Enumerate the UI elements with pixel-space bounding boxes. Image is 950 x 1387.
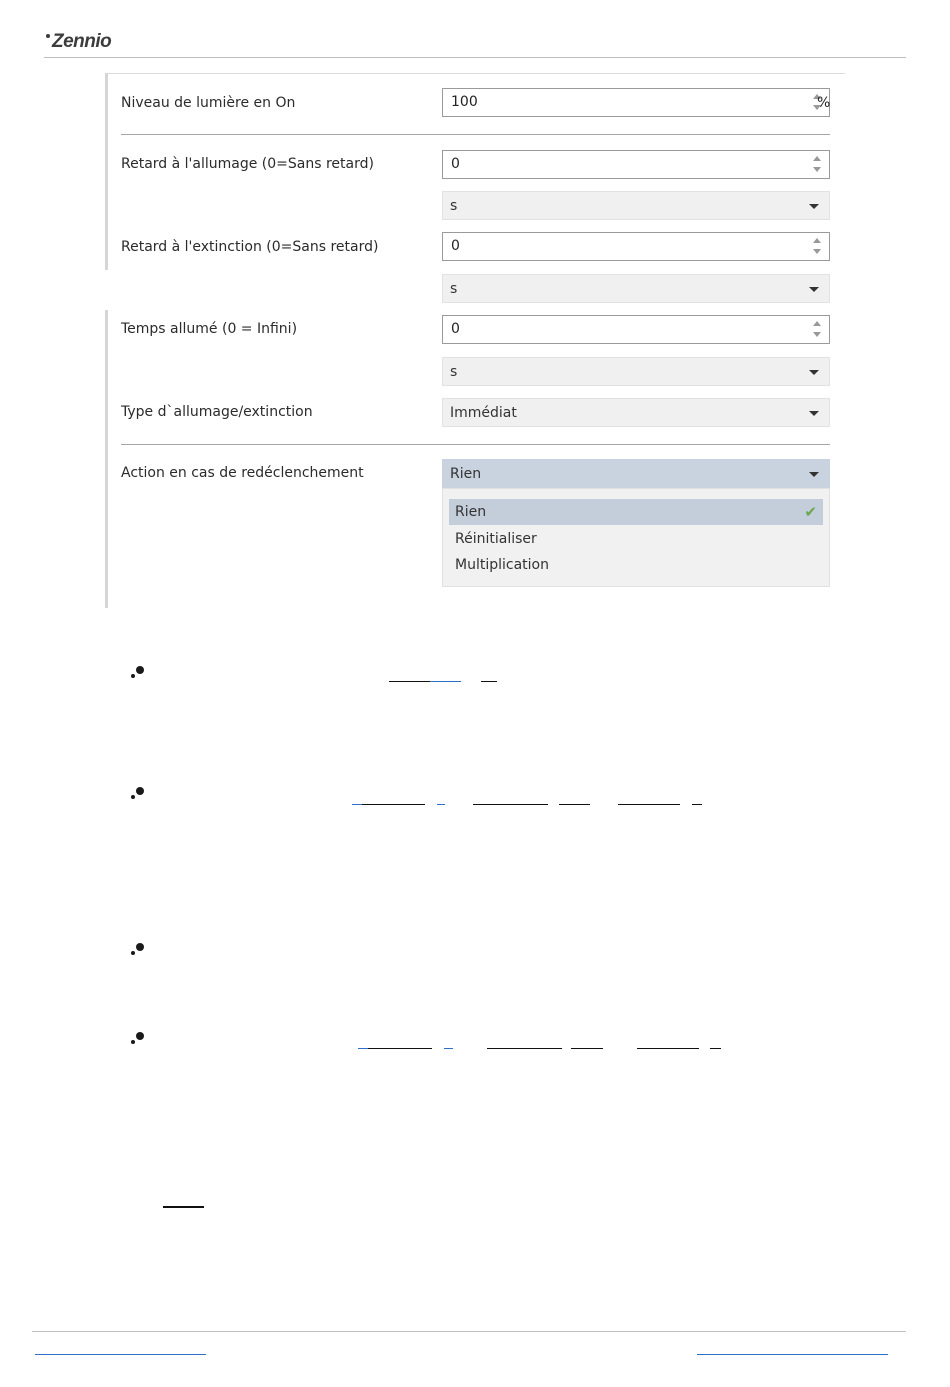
link-underline[interactable]	[358, 1048, 368, 1049]
dropdown-option[interactable]	[449, 526, 823, 552]
dropdown-option[interactable]	[449, 499, 823, 525]
footer-link-left[interactable]	[35, 1354, 206, 1355]
header-divider	[44, 57, 906, 58]
on-delay-unit-value: s	[450, 198, 458, 214]
link-underline[interactable]	[481, 681, 497, 682]
panel-left-bar	[105, 73, 108, 270]
spinner-up-icon[interactable]	[813, 156, 821, 161]
dropdown-option[interactable]	[449, 552, 823, 578]
caret-down-icon	[809, 472, 819, 477]
footer-divider	[32, 1331, 906, 1332]
on-time-spinner[interactable]	[442, 315, 830, 344]
footer-link-right[interactable]	[697, 1354, 888, 1355]
bullet-icon	[131, 787, 145, 801]
link-underline[interactable]	[352, 804, 362, 805]
retrigger-dropdown	[442, 488, 830, 587]
light-level-unit: %	[817, 95, 831, 111]
link-underline[interactable]	[710, 1048, 721, 1049]
spinner-arrows-icon[interactable]	[813, 318, 823, 340]
on-delay-spinner[interactable]	[442, 150, 830, 179]
panel-left-bar	[105, 310, 108, 608]
link-underline[interactable]	[487, 1048, 562, 1049]
spinner-arrows-icon[interactable]	[813, 235, 823, 257]
logo-dot-icon	[46, 34, 50, 38]
on-time-unit-value: s	[450, 364, 458, 380]
caret-down-icon	[809, 204, 819, 209]
on-delay-unit-select[interactable]	[442, 191, 830, 220]
link-underline[interactable]	[618, 804, 680, 805]
dropdown-option-label: Rien	[455, 504, 487, 520]
dropdown-option-label: Multiplication	[455, 557, 549, 573]
link-underline[interactable]	[430, 681, 461, 682]
spinner-down-icon[interactable]	[813, 167, 821, 172]
spinner-arrows-icon[interactable]	[813, 153, 823, 175]
link-underline[interactable]	[571, 1048, 603, 1049]
light-level-value: 100	[451, 94, 478, 110]
link-underline[interactable]	[692, 804, 702, 805]
link-underline[interactable]	[389, 681, 430, 682]
bullet-icon	[131, 1032, 145, 1046]
section-separator	[121, 134, 830, 135]
retrigger-value: Rien	[450, 466, 482, 482]
heading-underline	[163, 1206, 204, 1208]
caret-down-icon	[809, 287, 819, 292]
zennio-logo	[46, 31, 111, 53]
switch-type-value: Immédiat	[450, 405, 517, 421]
spinner-up-icon[interactable]	[813, 238, 821, 243]
check-icon: ✔	[804, 503, 817, 521]
link-underline[interactable]	[368, 1048, 432, 1049]
switch-type-label: Type d`allumage/extinction	[121, 404, 313, 420]
spinner-down-icon[interactable]	[813, 332, 821, 337]
section-separator	[121, 444, 830, 445]
spinner-up-icon[interactable]	[813, 321, 821, 326]
retrigger-label: Action en cas de redéclenchement	[121, 465, 364, 481]
on-delay-value: 0	[451, 156, 460, 172]
panel-top-border	[107, 73, 845, 74]
parameter-panel	[105, 73, 845, 608]
link-underline[interactable]	[437, 804, 445, 805]
off-delay-value: 0	[451, 238, 460, 254]
on-delay-label: Retard à l'allumage (0=Sans retard)	[121, 156, 374, 172]
dropdown-option-label: Réinitialiser	[455, 531, 537, 547]
spinner-down-icon[interactable]	[813, 249, 821, 254]
caret-down-icon	[809, 411, 819, 416]
caret-down-icon	[809, 370, 819, 375]
light-level-label: Niveau de lumière en On	[121, 95, 296, 111]
link-underline[interactable]	[444, 1048, 453, 1049]
off-delay-spinner[interactable]	[442, 232, 830, 261]
switch-type-select[interactable]	[442, 398, 830, 427]
link-underline[interactable]	[362, 804, 425, 805]
bullet-icon	[131, 666, 145, 680]
off-delay-unit-select[interactable]	[442, 274, 830, 303]
retrigger-select[interactable]	[442, 459, 830, 488]
link-underline[interactable]	[473, 804, 548, 805]
brand-name: Zennio	[52, 31, 112, 52]
on-time-unit-select[interactable]	[442, 357, 830, 386]
link-underline[interactable]	[637, 1048, 699, 1049]
off-delay-unit-value: s	[450, 281, 458, 297]
on-time-label: Temps allumé (0 = Infini)	[121, 321, 298, 337]
link-underline[interactable]	[559, 804, 590, 805]
bullet-icon	[131, 943, 145, 957]
light-level-spinner[interactable]	[442, 88, 830, 117]
on-time-value: 0	[451, 321, 460, 337]
off-delay-label: Retard à l'extinction (0=Sans retard)	[121, 239, 379, 255]
